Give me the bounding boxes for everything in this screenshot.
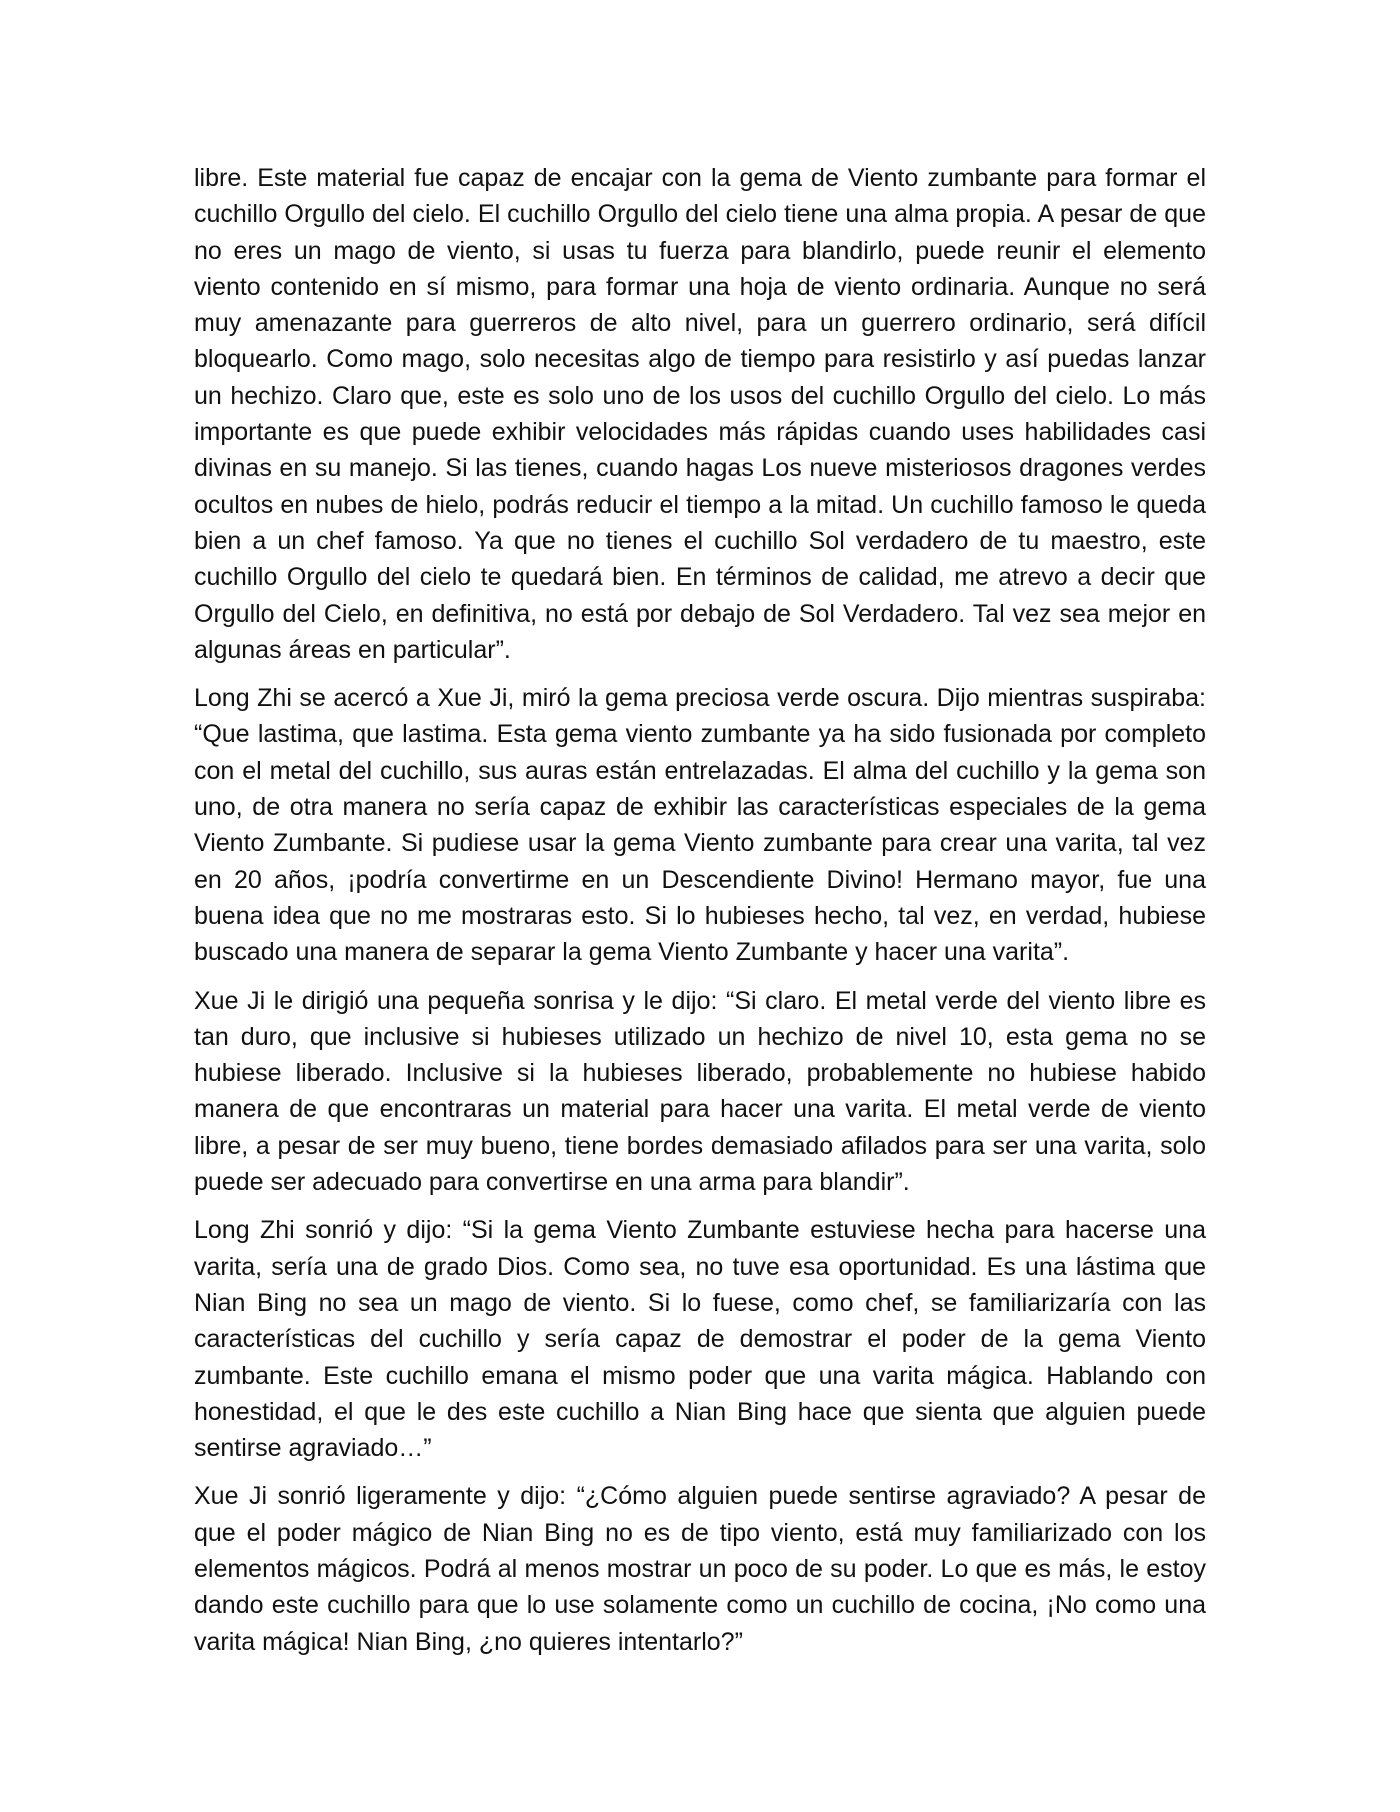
paragraph: libre. Este material fue capaz de encajar con la gema de Viento zumbante para formar el cuchillo Orgullo del cielo. El cuchillo Orgullo del cielo tiene una alma propia. A pesar de que no eres un mago de viento, si usas tu fuerza para blandirlo, puede reunir el elemento viento contenido en sí mismo, para formar una hoja de viento ordinaria. Aunque no será muy amenazante para guerreros de alto nivel, para un guerrero ordinario, será difícil bloquearlo. Como mago, solo necesitas algo de tiempo para resistirlo y así puedas lanzar un hechizo. Claro que, este es solo uno de los usos del cuchillo Orgullo del cielo. Lo más importante es que puede exhibir velocidades más rápidas cuando uses habilidades casi divinas en su manejo. Si las tienes, cuando hagas Los nueve misteriosos dragones verdes ocultos en nubes de hielo, podrás reducir el tiempo a la mitad. Un cuchillo famoso le queda bien a un chef famoso. Ya que no tienes el cuchillo Sol verdadero de tu maestro, este cuchillo Orgullo del cielo te quedará bien. En términos de calidad, me atrevo a decir que Orgullo del Cielo, en definitiva, no está por debajo de Sol Verdadero. Tal vez sea mejor en algunas áreas en particular”. [194,164,1206,664]
document-body [194,160,1206,1672]
paragraph: Long Zhi sonrió y dijo: “Si la gema Viento Zumbante estuviese hecha para hacerse una varita, sería una de grado Dios. Como sea, no tuve esa oportunidad. Es una lástima que Nian Bing no sea un mago de viento. Si lo fuese, como chef, se familiarizaría con las características del cuchillo y sería capaz de demostrar el poder de la gema Viento zumbante. Este cuchillo emana el mismo poder que una varita mágica. Hablando con honestidad, el que le des este cuchillo a Nian Bing hace que sienta que alguien puede sentirse agraviado…” [194,1216,1206,1463]
paragraph: Long Zhi se acercó a Xue Ji, miró la gema preciosa verde oscura. Dijo mientras suspiraba: “Que lastima, que lastima. Esta gema viento zumbante ya ha sido fusionada por completo con el metal del cuchillo, sus auras están entrelazadas. El alma del cuchillo y la gema son uno, de otra manera no sería capaz de exhibir las características especiales de la gema Viento Zumbante. Si pudiese usar la gema Viento zumbante para crear una varita, tal vez en 20 años, ¡podría convertirme en un Descendiente Divino! Hermano mayor, fue una buena idea que no me mostraras esto. Si lo hubieses hecho, tal vez, en verdad, hubiese buscado una manera de separar la gema Viento Zumbante y hacer una varita”. [194,684,1206,967]
paragraph: Xue Ji le dirigió una pequeña sonrisa y le dijo: “Si claro. El metal verde del viento libre es tan duro, que inclusive si hubieses utilizado un hechizo de nivel 10, esta gema no se hubiese liberado. Inclusive si la hubieses liberado, probablemente no hubiese habido manera de que encontraras un material para hacer una varita. El metal verde de viento libre, a pesar de ser muy bueno, tiene bordes demasiado afilados para ser una varita, solo puede ser adecuado para convertirse en una arma para blandir”. [194,986,1206,1197]
paragraph: Xue Ji sonrió ligeramente y dijo: “¿Cómo alguien puede sentirse agraviado? A pesar de que el poder mágico de Nian Bing no es de tipo viento, está muy familiarizado con los elementos mágicos. Podrá al menos mostrar un poco de su poder. Lo que es más, le estoy dando este cuchillo para que lo use solamente como un cuchillo de cocina, ¡No como una varita mágica! Nian Bing, ¿no quieres intentarlo?” [194,1482,1206,1656]
